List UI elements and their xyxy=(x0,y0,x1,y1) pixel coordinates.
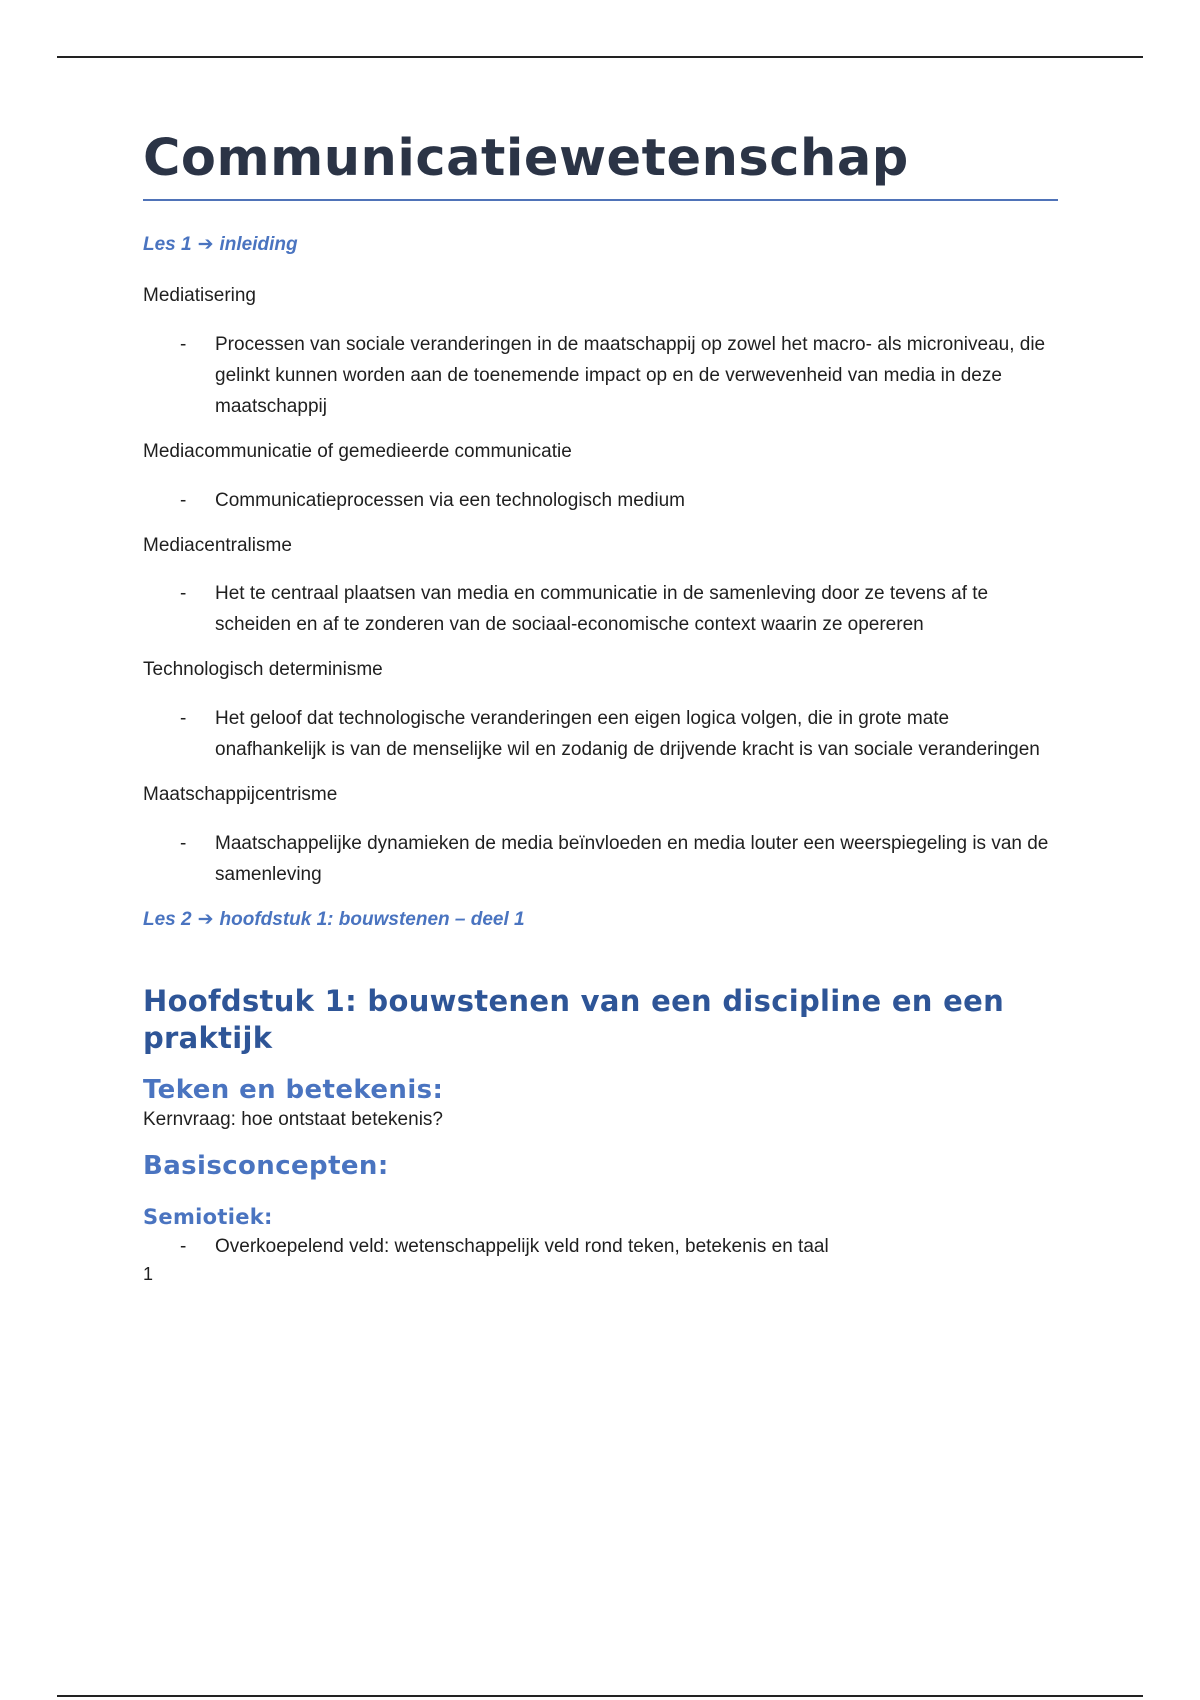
definition-text: Maatschappelijke dynamieken de media beïnvloeden en media louter een weerspiegeling is van de samenleving xyxy=(215,832,1049,885)
lesson-prefix: Les 1 xyxy=(143,234,192,256)
bullet-dash: - xyxy=(180,832,187,854)
arrow-right-icon: ➔ xyxy=(197,908,214,930)
definition-text: Het geloof dat technologische veranderingen een eigen logica volgen, die in grote mate onafhankelijk is van de menselijke wil en zodanig de drijvende kracht is van sociale veranderingen xyxy=(215,707,1040,760)
bullet-dash: - xyxy=(180,707,187,729)
chapter-heading: Hoofdstuk 1: bouwstenen van een discipline en een praktijk xyxy=(143,983,1005,1055)
subsection-heading: Semiotiek: xyxy=(143,1204,273,1229)
term-heading: Mediatisering xyxy=(143,285,256,307)
lesson-prefix: Les 2 xyxy=(143,908,192,930)
section-heading: Basisconcepten: xyxy=(143,1150,389,1181)
arrow-right-icon: ➔ xyxy=(197,234,214,256)
term-heading: Mediacentralisme xyxy=(143,534,292,556)
bullet-dash: - xyxy=(180,1235,187,1257)
section-heading: Teken en betekenis: xyxy=(143,1074,444,1105)
lesson-heading xyxy=(143,233,1058,256)
definition-item xyxy=(143,703,1058,765)
definition-text: Overkoepelend veld: wetenschappelijk veld rond teken, betekenis en taal xyxy=(215,1235,829,1257)
header-rule xyxy=(57,56,1143,58)
definition-text: Het te centraal plaatsen van media en communicatie in de samenleving door ze tevens af te scheiden en af te zonderen van de sociaal-economische context waarin ze opereren xyxy=(215,583,989,636)
definition-item xyxy=(143,828,1058,890)
document-title: Communicatiewetenschap xyxy=(143,128,1058,201)
term-heading: Maatschappijcentrisme xyxy=(143,783,338,805)
term-heading: Mediacommunicatie of gemedieerde communicatie xyxy=(143,440,572,462)
page-number: 1 xyxy=(143,1263,154,1284)
term-heading: Technologisch determinisme xyxy=(143,659,383,681)
bullet-dash: - xyxy=(180,333,187,355)
definition-item xyxy=(143,578,1058,640)
definition-item xyxy=(143,1231,1058,1262)
definition-text: Processen van sociale veranderingen in de maatschappij op zowel het macro- als microniveau, die gelinkt kunnen worden aan de toenemende impact op en de verwevenheid van media in deze maatschappij xyxy=(215,333,1046,417)
bullet-dash: - xyxy=(180,583,187,605)
lesson-label: inleiding xyxy=(219,234,298,256)
definition-text: Communicatieprocessen via een technologisch medium xyxy=(215,489,685,511)
definition-item xyxy=(143,329,1058,422)
lesson-label: hoofdstuk 1: bouwstenen – deel 1 xyxy=(219,908,525,930)
bullet-dash: - xyxy=(180,489,187,511)
definition-item xyxy=(143,485,1058,516)
lesson-heading xyxy=(143,908,1058,931)
key-question: Kernvraag: hoe ontstaat betekenis? xyxy=(143,1108,443,1130)
footer-rule xyxy=(57,1695,1143,1697)
document-page xyxy=(143,128,1058,1285)
